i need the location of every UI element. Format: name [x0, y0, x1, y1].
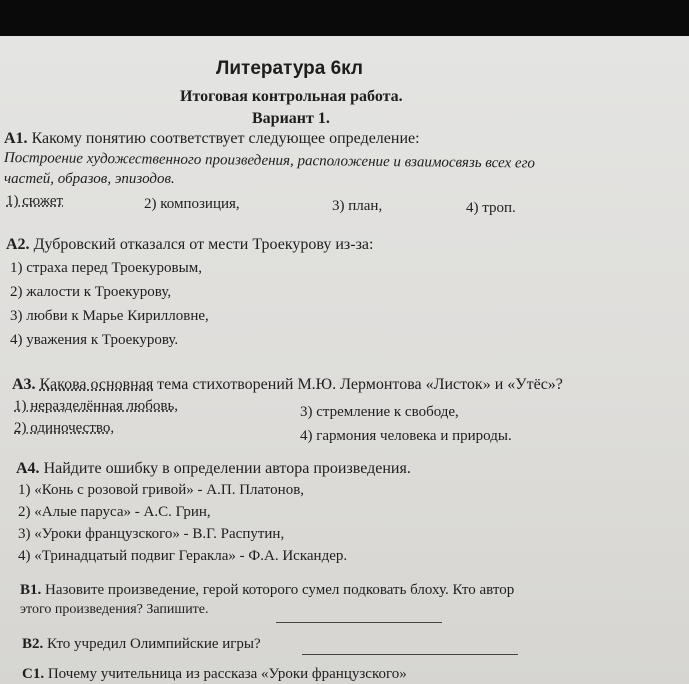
question-number: С1. — [22, 666, 45, 682]
a1-option-2: 2) композиция, — [144, 196, 240, 212]
a4-option-3: 3) «Уроки французского» - В.Г. Распутин, — [18, 526, 285, 542]
worksheet-page — [0, 36, 689, 684]
a3-option-2 — [14, 420, 114, 437]
a1-option-1: 1) сюжет — [6, 193, 64, 209]
question-b2 — [22, 636, 261, 653]
question-text: Почему учительница из рассказа «Уроки французского» — [47, 666, 407, 682]
question-number: А1. — [4, 130, 28, 147]
a2-option-2: 2) жалости к Троекурову, — [10, 284, 172, 300]
question-b1-line2: этого произведения? Запишите. — [20, 602, 209, 617]
answer-line-b2[interactable] — [302, 654, 518, 655]
a4-option-1: 1) «Конь с розовой гривой» - А.П. Платонов, — [18, 482, 305, 498]
question-text: тема стихотворений М.Ю. Лермонтова «Листок» и «Утёс»? — [157, 376, 563, 393]
question-text: Найдите ошибку в определении автора произведения. — [43, 460, 411, 477]
question-a3 — [12, 376, 563, 394]
question-number: А3. — [12, 376, 36, 393]
a1-definition-line1: Построение художественного произведения, расположение и взаимосвязь всех его — [3, 150, 536, 172]
question-a2 — [6, 236, 373, 254]
question-text: Кто учредил Олимпийские игры? — [47, 636, 261, 652]
question-number: А4. — [16, 460, 40, 477]
question-a1 — [4, 130, 420, 148]
a3-option-3: 3) стремление к свободе, — [300, 404, 459, 420]
a1-definition-line2: частей, образов, эпизодов. — [4, 171, 175, 187]
a3-option-2-text: 2) одиночество, — [14, 420, 115, 436]
a1-option-3: 3) план, — [332, 198, 383, 214]
question-c1 — [22, 666, 407, 683]
a3-option-1 — [14, 398, 178, 415]
question-a4 — [16, 460, 411, 478]
question-text: Назовите произведение, герой которого сумел подковать блоху. Кто автор — [45, 582, 515, 598]
a3-option-4: 4) гармония человека и природы. — [300, 428, 512, 444]
question-text-underlined: Какова основная — [39, 376, 154, 393]
variant-label: Вариант 1. — [252, 110, 330, 127]
a4-option-2: 2) «Алые паруса» - А.С. Грин, — [18, 504, 211, 520]
page-subtitle: Итоговая контрольная работа. — [180, 88, 403, 105]
page-title: Литература 6кл — [216, 58, 363, 79]
question-text: Какому понятию соответствует следующее определение: — [31, 130, 420, 147]
question-number: А2. — [6, 236, 30, 253]
a2-option-3: 3) любви к Марье Кирилловне, — [10, 308, 209, 324]
question-text: Дубровский отказался от мести Троекурову из-за: — [33, 236, 374, 253]
question-b1 — [20, 582, 514, 599]
a2-option-4: 4) уважения к Троекурову. — [10, 332, 179, 348]
a4-option-4: 4) «Тринадцатый подвиг Геракла» - Ф.А. Искандер. — [18, 548, 348, 564]
a2-option-1: 1) страха перед Троекуровым, — [10, 260, 202, 276]
answer-line-b1[interactable] — [276, 622, 442, 623]
question-number: В2. — [22, 636, 44, 652]
a1-option-4: 4) троп. — [466, 200, 516, 216]
question-number: В1. — [20, 582, 42, 598]
a3-option-1-text: 1) неразделённая любовь, — [14, 398, 179, 414]
